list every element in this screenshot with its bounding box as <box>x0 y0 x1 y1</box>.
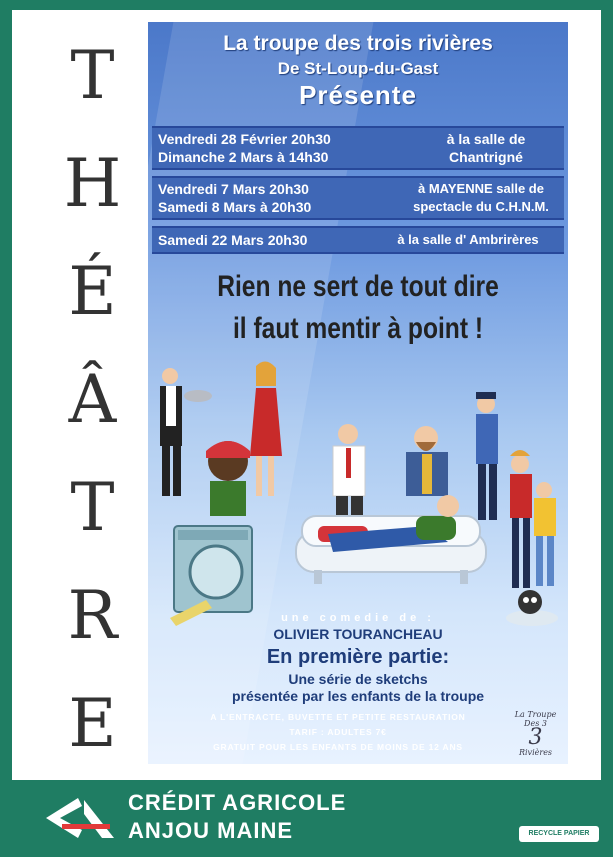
signature-three-glyph: 3 <box>528 725 543 750</box>
intermission-info: A L'ENTRACTE, BUVETTE ET PETITE RESTAURATION <box>210 712 466 722</box>
date-1-line2: Dimanche 2 Mars à 14h30 <box>158 149 329 165</box>
cartoon-characters-illustration <box>148 356 568 626</box>
signature-bottom: Rivières <box>518 748 553 757</box>
sponsor-name-line1: CRÉDIT AGRICOLE <box>128 790 347 815</box>
signature-top: La Troupe <box>514 710 557 719</box>
green-border-right <box>601 0 613 780</box>
signature-mid: Des 3 <box>524 719 547 728</box>
date-1-line1: Vendredi 28 Février 20h30 <box>158 131 331 147</box>
sponsor-footer <box>0 780 613 857</box>
date-band-1 <box>152 126 564 170</box>
date-band-2 <box>152 176 564 220</box>
venue-2-line2: spectacle du C.H.N.M. <box>413 199 549 214</box>
couch-with-man <box>296 495 486 584</box>
troupe-name: La troupe des trois rivières <box>223 32 493 55</box>
date-3-line1: Samedi 22 Mars 20h30 <box>158 232 308 248</box>
play-title-line1: Rien ne sert de tout dire <box>217 270 499 303</box>
letter-e: E <box>68 685 117 762</box>
sketch-line-2: présentée par les enfants de la troupe <box>231 688 485 704</box>
date-2-line1: Vendredi 7 Mars 20h30 <box>158 181 309 197</box>
green-border-top <box>0 0 613 10</box>
author-name: OLIVIER TOURANCHEAU <box>273 626 443 642</box>
man-glasses-character <box>333 424 365 526</box>
woman-red-dress-character <box>250 361 282 496</box>
vertical-title-theatre <box>55 37 130 762</box>
sketch-line-1: Une série de sketchs <box>288 671 428 687</box>
letter-h: H <box>63 145 122 222</box>
comedy-by-label: une comedie de : <box>281 612 435 624</box>
recycle-badge: RECYCLE PAPIER <box>519 826 599 842</box>
letter-t: T <box>70 37 115 114</box>
police-woman-character <box>476 392 498 520</box>
venue-3-line1: à la salle d' Ambrirères <box>397 232 539 247</box>
man-with-dreadlocks-character <box>206 441 250 516</box>
date-band-3 <box>152 226 564 254</box>
children-free-info: GRATUIT POUR LES ENFANTS DE MOINS DE 12 ANS <box>213 742 463 752</box>
green-border-left <box>0 0 12 780</box>
venue-2-line1: à MAYENNE salle de <box>418 181 544 196</box>
sponsor-name-line2: ANJOU MAINE <box>128 818 294 843</box>
presents-heading: Présente <box>299 80 417 110</box>
poster-art-panel <box>148 22 568 764</box>
troupe-signature <box>508 710 563 760</box>
play-title-line2: il faut mentir à point ! <box>232 312 484 345</box>
letter-a-circumflex: Â <box>68 361 117 438</box>
letter-t-2: T <box>70 469 115 546</box>
venue-1-line1: à la salle de <box>446 131 526 147</box>
credit-agricole-logo-icon <box>38 794 116 842</box>
bearded-man-character <box>406 426 448 496</box>
price-info: TARIF : ADULTES 7€ <box>289 727 387 737</box>
first-part-heading: En première partie: <box>266 646 450 668</box>
woman-red-jacket-character <box>510 450 532 588</box>
girl-yellow-top-character <box>534 482 556 586</box>
washing-machine <box>174 526 252 612</box>
letter-e-acute: É <box>68 253 117 330</box>
date-2-line2: Samedi 8 Mars à 20h30 <box>158 199 312 215</box>
butler-character <box>160 368 212 496</box>
troupe-town: De St-Loup-du-Gast <box>277 59 439 78</box>
letter-r: R <box>67 577 118 654</box>
venue-1-line2: Chantrigné <box>449 149 523 165</box>
